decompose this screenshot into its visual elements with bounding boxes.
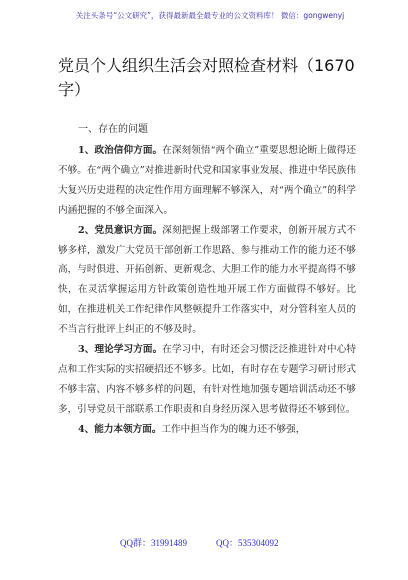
section-heading: 一、存在的问题 <box>78 124 148 135</box>
item-party-awareness <box>58 221 356 340</box>
item-lead: 1、政治信仰方面。 <box>78 145 163 156</box>
item-text: 在深刻领悟“两个确立”重要思想论断上做得还不够。在“两个确立”对推进新时代党和国家事业发展、推进中华民族伟大复兴历史进程的决定性作用方面理解不够深入，对“两个确立”的科学内涵把握的不够全面深入。 <box>58 145 356 216</box>
top-banner: 关注头条号“公文研究”，获得最新最全最专业的公文资料库！ 微信：gongwenyj <box>75 11 345 20</box>
item-text: 深刻把握上级部署工作要求，创新开展方式不够多样，激发广大党员干部创新工作思路、参与推动工作的能力还不够高，与时俱进、开拓创新、更新观念、大胆工作的能力水平提高得不够快，在灵活掌握运用方针政策创造性地开展工作方面做得不够好。比如，在推进机关工作纪律作风整顿提升工作落实中，对分管科室人员的不当言行批评上纠正的不够及时。 <box>58 224 356 336</box>
qq-number: QQ：535304092 <box>216 538 279 548</box>
item-lead: 4、能力本领方面。 <box>78 423 162 435</box>
item-text: 工作中担当作为的魄力还不够强， <box>161 423 306 435</box>
document-title: 党员个人组织生活会对照检查材料（1670字） <box>58 56 355 99</box>
item-lead: 2、党员意识方面。 <box>78 224 163 236</box>
item-ability <box>58 420 356 440</box>
item-text: 在学习中，有时还会习惯泛泛推进针对中心特点和工作实际的实招硬招还不够多。比如，有时存在专题学习研讨形式不够丰富、内容不够多样的问题，有针对性地加强专题培训活动还不够多，引导党员干部联系工作职责和自身经历深入思考做得还不够到位。 <box>58 344 356 415</box>
document-body <box>58 121 356 440</box>
item-lead: 3、理论学习方面。 <box>78 344 163 356</box>
item-political-belief <box>58 141 356 221</box>
item-theory-study <box>58 340 356 420</box>
qq-group-number: QQ群：31991489 <box>120 538 187 548</box>
